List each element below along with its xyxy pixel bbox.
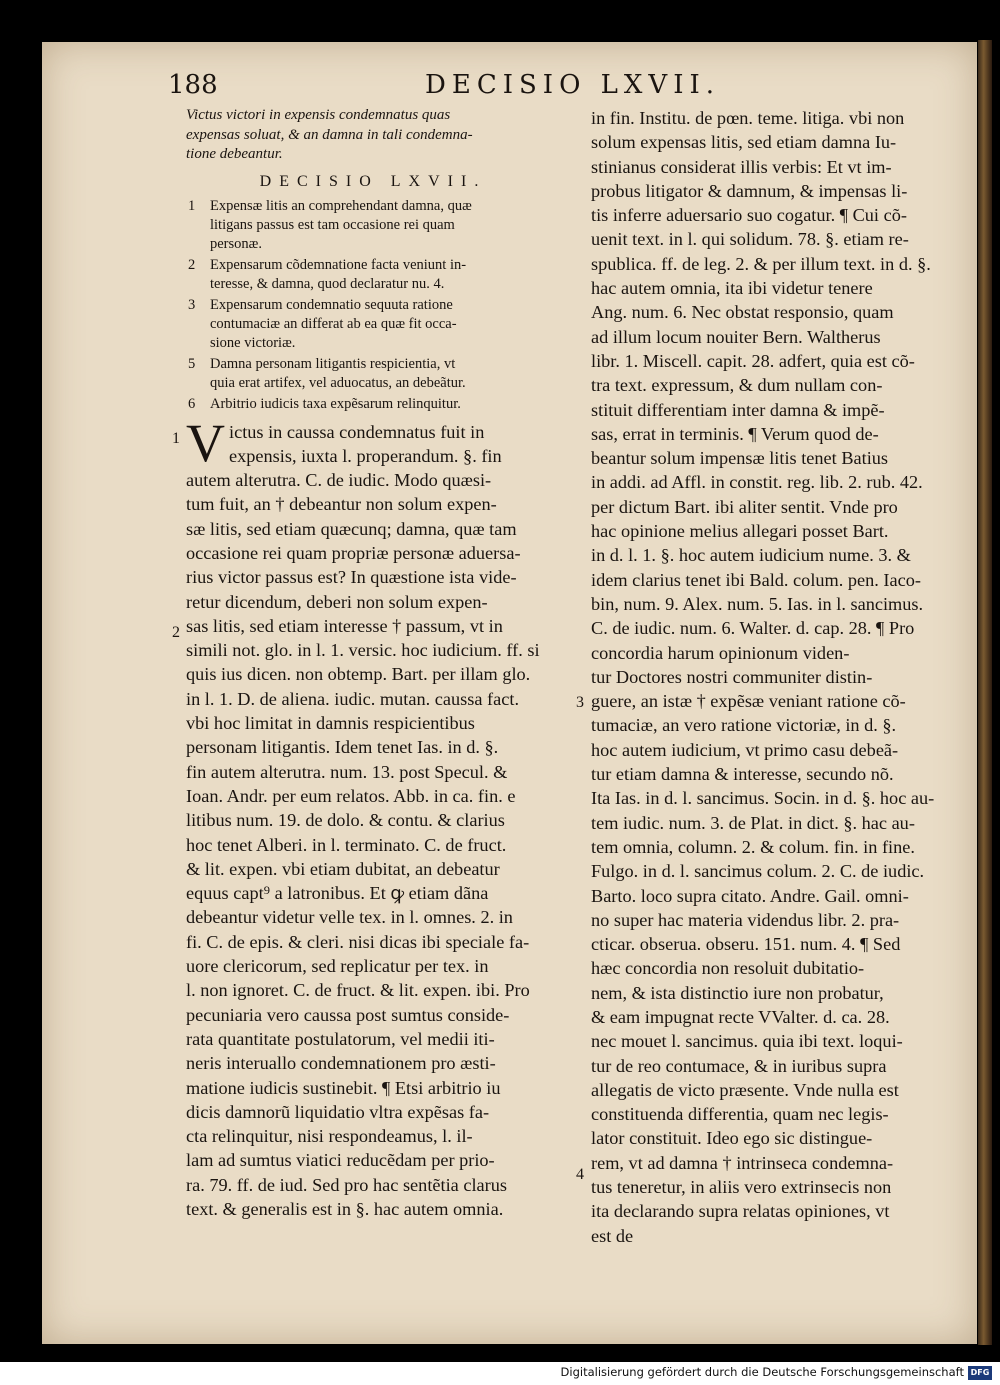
text-line: cticar. obserua. obseru. 151. num. 4. ¶ Sed bbox=[591, 934, 901, 955]
text-line: dicis damnorũ liquidatio vltra expẽsas fa- bbox=[186, 1101, 490, 1122]
text-line: tra text. expressum, & dum nullam con- bbox=[591, 375, 883, 396]
index-number: 2 bbox=[188, 256, 196, 273]
text-line: personam litigantis. Idem tenet Ias. in d. §. bbox=[186, 737, 499, 758]
right-column bbox=[591, 106, 956, 1248]
text-line: & eam impugnat recte VValter. d. ca. 28. bbox=[591, 1006, 890, 1027]
text-line: C. de iudic. num. 6. Walter. d. cap. 28. ¶ Pro bbox=[591, 618, 915, 639]
text-line: no super hac materia videndus libr. 2. pra- bbox=[591, 909, 900, 930]
page-number: 188 bbox=[168, 70, 218, 100]
text-line: ictus in caussa condemnatus fuit in bbox=[229, 421, 485, 442]
page-edge bbox=[978, 40, 992, 1345]
text-line: cta relinquitur, nisi respondeamus, l. il- bbox=[186, 1126, 473, 1147]
text-line: tus teneretur, in aliis vero extrinsecis non bbox=[591, 1177, 892, 1198]
text-line: hac opinione melius allegari posset Bart. bbox=[591, 521, 889, 542]
text-line: libr. 1. Miscell. capit. 28. adfert, quia est cõ- bbox=[591, 350, 915, 371]
decision-summary bbox=[186, 106, 560, 165]
text-line: text. & generalis est in §. hac autem omnia. bbox=[186, 1199, 504, 1219]
text-line: & lit. expen. vbi etiam dubitat, an debeatur bbox=[186, 858, 500, 879]
text-line: tis inferre aduersario suo cogatur. ¶ Cui cõ- bbox=[591, 205, 907, 226]
index-text: litigans passus est tam occasione rei quam bbox=[210, 216, 455, 233]
text-line: ra. 79. ff. de iud. Sed pro hac sentẽtia clarus bbox=[186, 1174, 508, 1195]
text-line: rius victor passus est? In quæstione ista vide- bbox=[186, 567, 517, 588]
index-entry bbox=[186, 355, 560, 393]
index-number: 6 bbox=[188, 395, 196, 412]
summary-index bbox=[186, 197, 560, 414]
text-line: sas litis, sed etiam interesse † passum, vt in bbox=[186, 615, 503, 636]
text-line: Ang. num. 6. Nec obstat responsio, quam bbox=[591, 302, 894, 323]
text-line: tur de reo contumace, & in iuribus supra bbox=[591, 1055, 887, 1076]
text-line: in fin. Institu. de pœn. teme. litiga. vbi non bbox=[591, 108, 905, 128]
text-line: solum expensas litis, sed etiam damna Iu- bbox=[591, 132, 897, 153]
index-number: 1 bbox=[188, 197, 196, 214]
text-line: allegatis de victo præsente. Vnde nulla est bbox=[591, 1079, 899, 1100]
index-text: Damna personam litigantis respicientia, vt bbox=[210, 355, 456, 372]
text-line: uore clericorum, sed replicatur per tex. in bbox=[186, 956, 489, 977]
text-line: rata quantitate postulatorum, vel medii iti- bbox=[186, 1028, 495, 1049]
decision-heading: DECISIO LXVII. bbox=[259, 172, 487, 190]
summary-line: tione debeantur. bbox=[186, 146, 283, 162]
text-line: lator constituit. Ideo ego sic distingue- bbox=[591, 1128, 873, 1149]
text-line: nem, & ista distinctio iure non probatur, bbox=[591, 982, 884, 1003]
summary-line: Victus victori in expensis condemnatus quas bbox=[186, 107, 451, 123]
text-line: stituit differentiam inter damna & impẽ- bbox=[591, 399, 885, 420]
margin-number: 3 bbox=[576, 694, 584, 711]
text-line: Ita Ias. in d. l. sancimus. Socin. in d. §. hoc au- bbox=[591, 788, 935, 809]
text-line: hoc autem iudicium, vt primo casu debeã- bbox=[591, 739, 899, 760]
text-line: Barto. loco supra citato. Andre. Gail. omni- bbox=[591, 885, 909, 906]
left-body-text bbox=[186, 412, 560, 1222]
margin-number: 2 bbox=[172, 624, 180, 641]
index-text: Expensæ litis an comprehendant damna, quæ bbox=[210, 197, 472, 214]
text-line: probus litigator & damnum, & impensas li- bbox=[591, 180, 908, 201]
text-line: hac autem omnia, ita ibi videtur tenere bbox=[591, 278, 873, 299]
text-line: spublica. ff. de leg. 2. & per illum text. in d. §. bbox=[591, 253, 931, 274]
text-line: concordia harum opinionum viden- bbox=[591, 642, 850, 663]
margin-number: 1 bbox=[172, 430, 180, 447]
text-line: neris interuallo condemnationem pro æsti- bbox=[186, 1053, 496, 1074]
index-text: teresse, & damna, quod declaratur nu. 4. bbox=[210, 275, 445, 292]
margin-number: 4 bbox=[576, 1166, 584, 1183]
text-line: matione iudicis sustinebit. ¶ Etsi arbitrio iu bbox=[186, 1077, 501, 1098]
text-line: idem clarius tenet ibi Bald. colum. pen. Iaco- bbox=[591, 569, 921, 590]
index-entry bbox=[186, 256, 560, 294]
index-text: Expensarum condemnatio sequuta ratione bbox=[210, 296, 453, 313]
text-line: quis ius dicen. non obtemp. Bart. per illam glo. bbox=[186, 664, 531, 685]
text-line: guere, an istæ † expẽsæ veniant ratione cõ- bbox=[591, 691, 906, 712]
text-line: litibus num. 19. de dolo. & contu. & clarius bbox=[186, 810, 505, 831]
index-text: quia erat artifex, vel aduocatus, an debeãtur. bbox=[210, 374, 466, 391]
text-line: tum fuit, an † debeantur non solum expen- bbox=[186, 494, 497, 515]
index-text: contumaciæ an differat ab ea quæ fit occa- bbox=[210, 315, 457, 332]
text-line: in addi. ad Affl. in constit. reg. lib. 2. rub. 42. bbox=[591, 472, 923, 493]
text-line: tur Doctores nostri communiter distin- bbox=[591, 666, 873, 687]
text-line: retur dicendum, deberi non solum expen- bbox=[186, 591, 488, 612]
text-line: lam ad sumtus viatici reducẽdam per prio- bbox=[186, 1150, 495, 1171]
running-title: DECISIO LXVII. bbox=[425, 70, 721, 100]
index-entry bbox=[186, 197, 560, 254]
text-line: debeantur videtur velle tex. in l. omnes. 2. in bbox=[186, 907, 513, 928]
text-line: sæ litis, sed etiam quæcunq; damna, quæ tam bbox=[186, 518, 517, 539]
text-line: l. non ignoret. C. de fruct. & lit. expen. ibi. Pro bbox=[186, 980, 530, 1001]
left-column bbox=[186, 106, 560, 1221]
index-text: Expensarum cõdemnatione facta veniunt in- bbox=[210, 256, 467, 273]
text-line: uenit text. in l. qui solidum. 78. §. etiam re- bbox=[591, 229, 909, 250]
text-line: fi. C. de epis. & cleri. nisi dicas ibi speciale fa- bbox=[186, 931, 530, 952]
running-header bbox=[168, 70, 968, 104]
text-line: Fulgo. in d. l. sancimus colum. 2. C. de iudic. bbox=[591, 861, 925, 882]
index-text: Arbitrio iudicis taxa expẽsarum relinquitur. bbox=[210, 395, 461, 412]
index-number: 3 bbox=[188, 296, 196, 313]
text-line: simili not. glo. in l. 1. versic. hoc iudicium. ff. si bbox=[186, 640, 540, 661]
dfg-logo: DFG bbox=[968, 1366, 992, 1380]
text-line: equus capt⁹ a latronibus. Et ꝙ etiam dãna bbox=[186, 883, 489, 904]
text-line: beantur solum impensæ litis tenet Batius bbox=[591, 448, 889, 469]
drop-cap: V bbox=[186, 412, 225, 473]
text-line: constituenda differentia, quam nec legis- bbox=[591, 1104, 889, 1125]
text-line: fin autem alterutra. num. 13. post Specul. & bbox=[186, 761, 508, 782]
text-line: ad illum locum nouiter Bern. Waltherus bbox=[591, 326, 881, 347]
index-text: sione victoriæ. bbox=[210, 334, 296, 351]
digitization-footer bbox=[0, 1362, 1000, 1385]
text-line: vbi hoc limitat in damnis respicientibus bbox=[186, 713, 475, 734]
text-line: sas, errat in terminis. ¶ Verum quod de- bbox=[591, 423, 879, 444]
text-line: in l. 1. D. de aliena. iudic. mutan. caussa fact. bbox=[186, 688, 520, 709]
text-line: tem iudic. num. 3. de Plat. in dict. §. hac au- bbox=[591, 812, 915, 833]
text-line: hoc tenet Alberi. in l. terminato. C. de fruct. bbox=[186, 834, 507, 855]
text-line: autem alterutra. C. de iudic. Modo quæsi- bbox=[186, 470, 492, 491]
index-text: personæ. bbox=[210, 235, 262, 252]
text-line: in d. l. 1. §. hoc autem iudicium nume. 3. & bbox=[591, 545, 911, 566]
text-line: nec mouet l. sancimus. quia ibi text. loqui- bbox=[591, 1031, 903, 1052]
text-line: expensis, iuxta l. properandum. §. fin bbox=[229, 445, 502, 466]
summary-line: expensas soluat, & an damna in tali condemna- bbox=[186, 126, 473, 143]
text-line: per dictum Bart. ibi aliter sentit. Vnde pro bbox=[591, 496, 898, 517]
index-entry bbox=[186, 395, 560, 414]
index-number: 5 bbox=[188, 355, 196, 372]
text-line: est de bbox=[591, 1225, 634, 1246]
text-line: ita declarando supra relatas opiniones, vt bbox=[591, 1201, 890, 1222]
text-line: tumaciæ, an vero ratione victoriæ, in d. §. bbox=[591, 715, 897, 736]
index-entry bbox=[186, 296, 560, 353]
text-line: tur etiam damna & interesse, secundo nõ. bbox=[591, 764, 894, 785]
text-line: occasione rei quam propriæ personæ aduersa- bbox=[186, 542, 521, 563]
text-line: Ioan. Andr. per eum relatos. Abb. in ca. fin. e bbox=[186, 785, 516, 806]
text-line: tem omnia, column. 2. & colum. fin. in fine. bbox=[591, 836, 915, 857]
text-line: pecuniaria vero caussa post sumtus conside- bbox=[186, 1004, 510, 1025]
text-line: rem, vt ad damna † intrinseca condemna- bbox=[591, 1152, 894, 1173]
text-line: hæc concordia non resoluit dubitatio- bbox=[591, 958, 865, 979]
text-line: bin, num. 9. Alex. num. 5. Ias. in l. sancimus. bbox=[591, 593, 924, 614]
text-line: stinianus considerat illis verbis: Et vt im- bbox=[591, 156, 892, 177]
footer-credit: Digitalisierung gefördert durch die Deutsche Forschungsgemeinschaft bbox=[560, 1365, 964, 1379]
